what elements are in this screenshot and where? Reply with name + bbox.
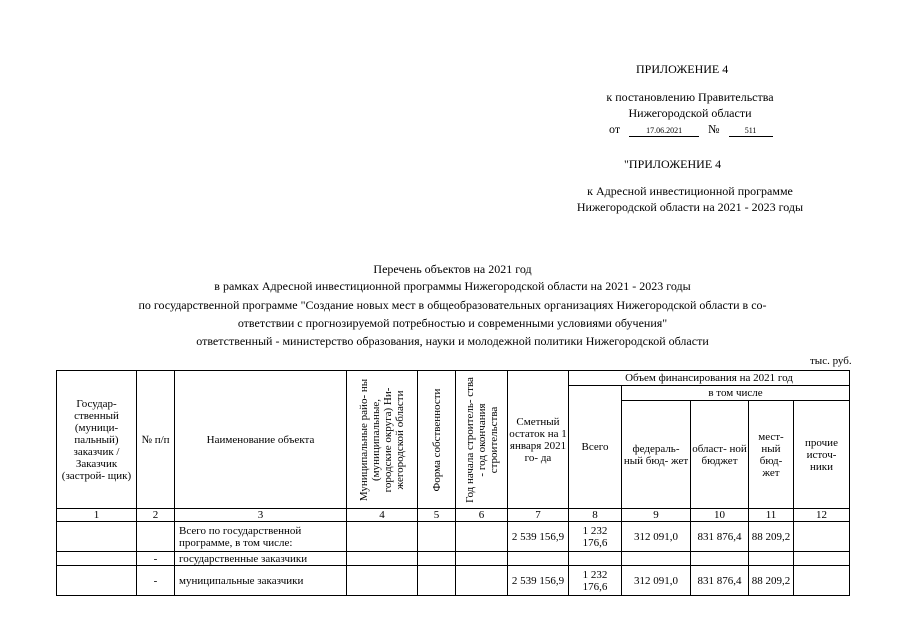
header-years — [456, 371, 508, 509]
cell-object-name: государственные заказчики — [175, 552, 347, 566]
col-number: 7 — [508, 509, 569, 522]
col-number: 10 — [691, 509, 749, 522]
header-num: № п/п — [137, 371, 175, 509]
col-number: 8 — [569, 509, 622, 522]
heading-line-5: ответственный - министерство образования, науки и молодежной политики Нижегородской области — [196, 334, 709, 348]
number-label: № — [708, 122, 720, 136]
col-number: 3 — [175, 509, 347, 522]
cell-total: 1 232 176,6 — [569, 522, 622, 552]
col-number: 5 — [418, 509, 456, 522]
cell-balance: 2 539 156,9 — [508, 566, 569, 596]
resolution-number: 511 — [729, 125, 773, 137]
cell-other — [794, 566, 850, 596]
cell-federal: 312 091,0 — [622, 522, 691, 552]
cell-other — [794, 552, 850, 566]
cell-customer — [57, 566, 137, 596]
col-number: 4 — [347, 509, 418, 522]
funding-table — [56, 370, 850, 596]
cell-total: 1 232 176,6 — [569, 566, 622, 596]
cell-object-name: муниципальные заказчики — [175, 566, 347, 596]
cell-years — [456, 522, 508, 552]
header-total: Всего — [569, 386, 622, 509]
cell-balance: 2 539 156,9 — [508, 522, 569, 552]
cell-num: - — [137, 552, 175, 566]
cell-object-name: Всего по государственной программе, в том числе: — [175, 522, 347, 552]
cell-federal — [622, 552, 691, 566]
header-including: в том числе — [622, 386, 850, 401]
col-number: 11 — [749, 509, 794, 522]
col-number: 6 — [456, 509, 508, 522]
header-regional: област- ной бюджет — [691, 401, 749, 509]
from-label: от — [609, 122, 621, 136]
cell-years — [456, 566, 508, 596]
header-other: прочие источ- ники — [794, 401, 850, 509]
appendix-region: Нижегородской области — [628, 106, 752, 120]
heading-line-2: в рамках Адресной инвестиционной программы Нижегородской области на 2021 - 2023 годы — [214, 279, 691, 293]
table-row — [57, 522, 850, 552]
cell-num — [137, 522, 175, 552]
header-federal: федераль- ный бюд- жет — [622, 401, 691, 509]
header-municipal-text: Муниципальные райо- ны (муниципальные, городские округа) Ни- жегородской области — [358, 378, 406, 501]
table-row — [57, 552, 850, 566]
cell-total — [569, 552, 622, 566]
cell-local: 88 209,2 — [749, 522, 794, 552]
header-years-text: Год начала строитель- ства - год окончания строительства — [463, 376, 500, 503]
col-number: 12 — [794, 509, 850, 522]
column-number-row — [57, 509, 850, 522]
header-local: мест- ный бюд- жет — [749, 401, 794, 509]
cell-regional: 831 876,4 — [691, 566, 749, 596]
heading-line-4: ответствии с прогнозируемой потребностью и современными условиями обучения" — [237, 316, 668, 330]
col-number: 9 — [622, 509, 691, 522]
table-row — [57, 566, 850, 596]
cell-local — [749, 552, 794, 566]
cell-federal: 312 091,0 — [622, 566, 691, 596]
appendix-resolution: к постановлению Правительства — [606, 90, 774, 104]
cell-ownership — [418, 566, 456, 596]
header-ownership — [418, 371, 456, 509]
cell-municipal — [347, 566, 418, 596]
header-funding: Объем финансирования на 2021 год — [569, 371, 850, 386]
header-balance: Сметный остаток на 1 января 2021 го- да — [508, 371, 569, 509]
header-row-1 — [57, 371, 850, 386]
cell-regional — [691, 552, 749, 566]
inner-appendix-title: "ПРИЛОЖЕНИЕ 4 — [624, 157, 722, 171]
heading-line-1: Перечень объектов на 2021 год — [373, 262, 532, 276]
cell-years — [456, 552, 508, 566]
cell-balance — [508, 552, 569, 566]
cell-regional: 831 876,4 — [691, 522, 749, 552]
col-number: 2 — [137, 509, 175, 522]
appendix-date-line — [609, 122, 773, 137]
heading-line-3: по государственной программе "Создание новых мест в общеобразовательных организациях Нижегородской области в со- — [138, 298, 767, 312]
inner-appendix-line2: Нижегородской области на 2021 - 2023 годы — [576, 200, 804, 214]
appendix-title: ПРИЛОЖЕНИЕ 4 — [636, 62, 729, 76]
cell-local: 88 209,2 — [749, 566, 794, 596]
cell-customer — [57, 522, 137, 552]
units-label: тыс. руб. — [810, 355, 852, 367]
cell-customer — [57, 552, 137, 566]
cell-ownership — [418, 552, 456, 566]
header-municipal — [347, 371, 418, 509]
header-customer: Государ- ственный (муници- пальный) заказчик / Заказчик (застрой- щик) — [57, 371, 137, 509]
cell-other — [794, 522, 850, 552]
header-object-name: Наименование объекта — [175, 371, 347, 509]
cell-municipal — [347, 522, 418, 552]
cell-municipal — [347, 552, 418, 566]
resolution-date: 17.06.2021 — [629, 125, 699, 137]
col-number: 1 — [57, 509, 137, 522]
inner-appendix-line1: к Адресной инвестиционной программе — [587, 184, 793, 198]
header-ownership-text: Форма собственности — [430, 388, 443, 491]
cell-num: - — [137, 566, 175, 596]
cell-ownership — [418, 522, 456, 552]
